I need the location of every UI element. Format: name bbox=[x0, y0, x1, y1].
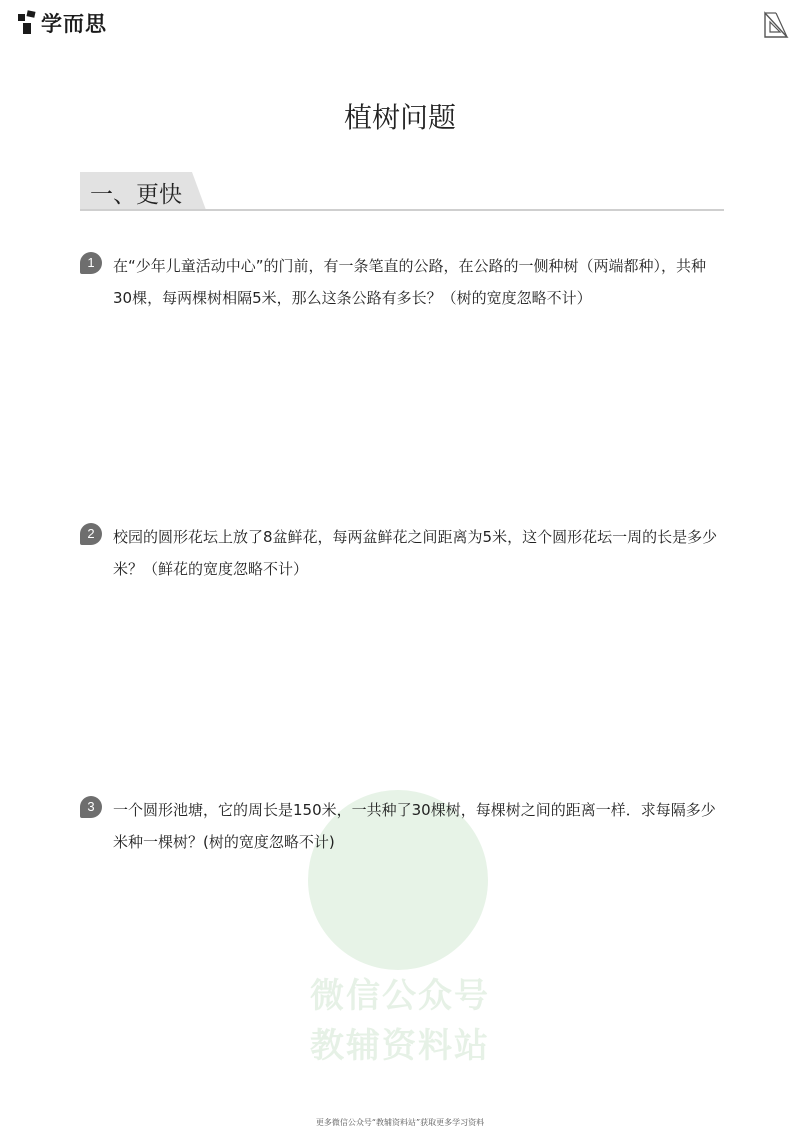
question-text: 校园的圆形花坛上放了8盆鲜花，每两盆鲜花之间距离为5米，这个圆形花坛一周的长是多少米？（鲜花的宽度忽略不计） bbox=[113, 528, 718, 578]
watermark-line2: 教辅资料站 bbox=[310, 1026, 490, 1066]
brand-logo bbox=[16, 8, 107, 38]
section-label: 一、更快 bbox=[90, 182, 182, 208]
question-2 bbox=[80, 521, 720, 585]
question-1 bbox=[80, 250, 720, 314]
logo-mark-icon bbox=[16, 10, 38, 36]
watermark-line1: 微信公众号 bbox=[310, 976, 490, 1016]
question-text: 一个圆形池塘，它的周长是150米，一共种了30棵树，每棵树之间的距离一样．求每隔多少米种一棵树？(树的宽度忽略不计) bbox=[113, 801, 716, 851]
logo-text: 学而思 bbox=[41, 12, 107, 36]
question-number-badge: 3 bbox=[80, 796, 102, 818]
question-number-badge: 1 bbox=[80, 252, 102, 274]
question-3 bbox=[80, 794, 720, 858]
ruler-triangle-icon bbox=[762, 10, 790, 40]
footer-note: 更多微信公众号“教辅资料站”获取更多学习资料 bbox=[315, 1118, 485, 1127]
page-title: 植树问题 bbox=[343, 101, 456, 134]
question-text: 在“少年儿童活动中心”的门前，有一条笔直的公路，在公路的一侧种树（两端都种），共种30棵，每两棵树相隔5米，那么这条公路有多长？（树的宽度忽略不计） bbox=[113, 257, 707, 307]
section-divider bbox=[80, 209, 724, 211]
section-header bbox=[80, 172, 724, 212]
question-number-badge: 2 bbox=[80, 523, 102, 545]
